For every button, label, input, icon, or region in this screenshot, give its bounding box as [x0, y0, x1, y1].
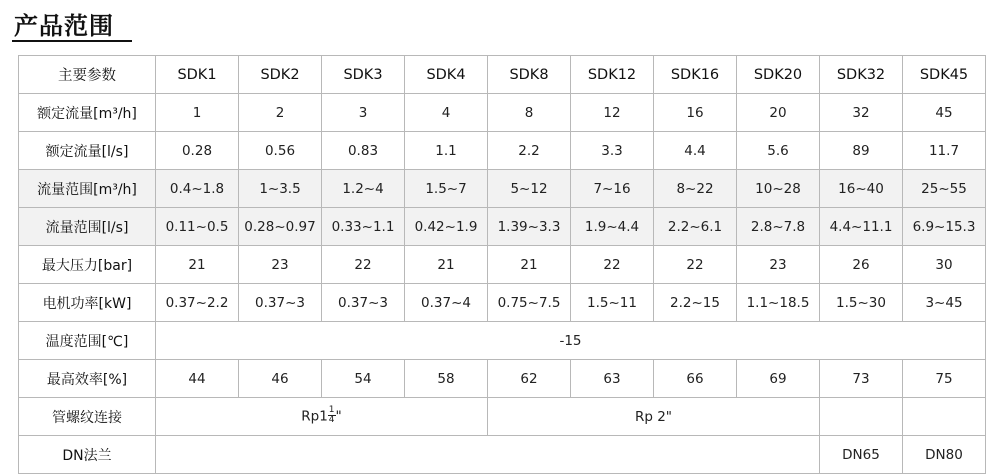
row-label-rated-flow-ls: 额定流量[l/s] — [19, 132, 156, 170]
row-label-max-efficiency: 最高效率[%] — [19, 360, 156, 398]
cell: 66 — [654, 360, 737, 398]
cell: 12 — [571, 94, 654, 132]
cell: 46 — [239, 360, 322, 398]
row-label-flow-range-ls: 流量范围[l/s] — [19, 208, 156, 246]
table-row — [19, 170, 986, 208]
cell: 22 — [571, 246, 654, 284]
cell: 21 — [405, 246, 488, 284]
header-sdk3: SDK3 — [322, 56, 405, 94]
cell: 62 — [488, 360, 571, 398]
cell: 1.1 — [405, 132, 488, 170]
cell: 4.4~11.1 — [820, 208, 903, 246]
cell: 16~40 — [820, 170, 903, 208]
cell: 1.2~4 — [322, 170, 405, 208]
cell: 0.37~2.2 — [156, 284, 239, 322]
cell: 2.8~7.8 — [737, 208, 820, 246]
cell: 0.42~1.9 — [405, 208, 488, 246]
table-row — [19, 132, 986, 170]
header-sdk4: SDK4 — [405, 56, 488, 94]
cell: 6.9~15.3 — [903, 208, 986, 246]
cell: 0.11~0.5 — [156, 208, 239, 246]
cell: 4 — [405, 94, 488, 132]
cell-thread-blank-1 — [820, 398, 903, 436]
header-sdk8: SDK8 — [488, 56, 571, 94]
table-row-flange — [19, 436, 986, 474]
row-label-dn-flange: DN法兰 — [19, 436, 156, 474]
cell: 3~45 — [903, 284, 986, 322]
cell-flange-blank — [156, 436, 820, 474]
row-label-rated-flow-m3h: 额定流量[m³/h] — [19, 94, 156, 132]
cell: 2 — [239, 94, 322, 132]
cell: 2.2~6.1 — [654, 208, 737, 246]
title-underline — [12, 40, 132, 42]
header-sdk32: SDK32 — [820, 56, 903, 94]
cell: 75 — [903, 360, 986, 398]
cell: 30 — [903, 246, 986, 284]
cell: 0.33~1.1 — [322, 208, 405, 246]
cell: 69 — [737, 360, 820, 398]
cell-thread-rp114 — [156, 398, 488, 436]
cell: 8~22 — [654, 170, 737, 208]
table-row — [19, 246, 986, 284]
cell: 2.2~15 — [654, 284, 737, 322]
cell: 0.37~3 — [239, 284, 322, 322]
cell: 1~3.5 — [239, 170, 322, 208]
cell: 5~12 — [488, 170, 571, 208]
cell: 11.7 — [903, 132, 986, 170]
cell: 22 — [322, 246, 405, 284]
cell-thread-blank-2 — [903, 398, 986, 436]
cell: 0.56 — [239, 132, 322, 170]
cell: 1.5~30 — [820, 284, 903, 322]
cell: 63 — [571, 360, 654, 398]
cell: 23 — [239, 246, 322, 284]
spec-table-wrapper — [18, 55, 986, 474]
cell: 8 — [488, 94, 571, 132]
row-label-motor-power: 电机功率[kW] — [19, 284, 156, 322]
row-label-temperature-range: 温度范围[℃] — [19, 322, 156, 360]
cell: 1.39~3.3 — [488, 208, 571, 246]
table-row — [19, 208, 986, 246]
cell: 0.83 — [322, 132, 405, 170]
cell: 22 — [654, 246, 737, 284]
cell: 5.6 — [737, 132, 820, 170]
cell: 23 — [737, 246, 820, 284]
header-main-parameters: 主要参数 — [19, 56, 156, 94]
table-row — [19, 284, 986, 322]
table-header-row — [19, 56, 986, 94]
cell: 89 — [820, 132, 903, 170]
cell: 0.37~3 — [322, 284, 405, 322]
cell-temperature-merged: -15 — [156, 322, 986, 360]
table-row — [19, 322, 986, 360]
cell: 1 — [156, 94, 239, 132]
cell: 25~55 — [903, 170, 986, 208]
header-sdk1: SDK1 — [156, 56, 239, 94]
cell: 0.4~1.8 — [156, 170, 239, 208]
cell: 58 — [405, 360, 488, 398]
cell: 0.28~0.97 — [239, 208, 322, 246]
table-row — [19, 360, 986, 398]
cell: 0.37~4 — [405, 284, 488, 322]
fraction-numerator: 1 — [328, 405, 335, 415]
table-row — [19, 94, 986, 132]
cell: 16 — [654, 94, 737, 132]
cell: 1.5~11 — [571, 284, 654, 322]
fraction-denominator: 4 — [328, 415, 335, 425]
header-sdk20: SDK20 — [737, 56, 820, 94]
cell: 73 — [820, 360, 903, 398]
cell: 1.1~18.5 — [737, 284, 820, 322]
thread-fraction — [328, 406, 336, 425]
cell: 26 — [820, 246, 903, 284]
cell: 3 — [322, 94, 405, 132]
header-sdk45: SDK45 — [903, 56, 986, 94]
cell: 1.5~7 — [405, 170, 488, 208]
row-label-flow-range-m3h: 流量范围[m³/h] — [19, 170, 156, 208]
cell: 2.2 — [488, 132, 571, 170]
header-sdk12: SDK12 — [571, 56, 654, 94]
cell: 0.75~7.5 — [488, 284, 571, 322]
header-sdk16: SDK16 — [654, 56, 737, 94]
cell: 21 — [156, 246, 239, 284]
row-label-thread-connection: 管螺纹连接 — [19, 398, 156, 436]
cell: 7~16 — [571, 170, 654, 208]
cell: 20 — [737, 94, 820, 132]
cell: 10~28 — [737, 170, 820, 208]
thread-value-prefix: Rp1 — [301, 408, 328, 425]
page-title: 产品范围 — [14, 12, 114, 40]
cell-flange-dn80: DN80 — [903, 436, 986, 474]
thread-value-suffix: " — [335, 408, 342, 425]
header-sdk2: SDK2 — [239, 56, 322, 94]
cell-thread-rp2: Rp 2" — [488, 398, 820, 436]
cell: 3.3 — [571, 132, 654, 170]
cell: 21 — [488, 246, 571, 284]
cell: 44 — [156, 360, 239, 398]
cell: 4.4 — [654, 132, 737, 170]
cell: 32 — [820, 94, 903, 132]
cell: 1.9~4.4 — [571, 208, 654, 246]
cell: 45 — [903, 94, 986, 132]
spec-table — [18, 55, 986, 474]
cell: 54 — [322, 360, 405, 398]
cell-flange-dn65: DN65 — [820, 436, 903, 474]
row-label-max-pressure: 最大压力[bar] — [19, 246, 156, 284]
cell: 0.28 — [156, 132, 239, 170]
table-row-thread — [19, 398, 986, 436]
